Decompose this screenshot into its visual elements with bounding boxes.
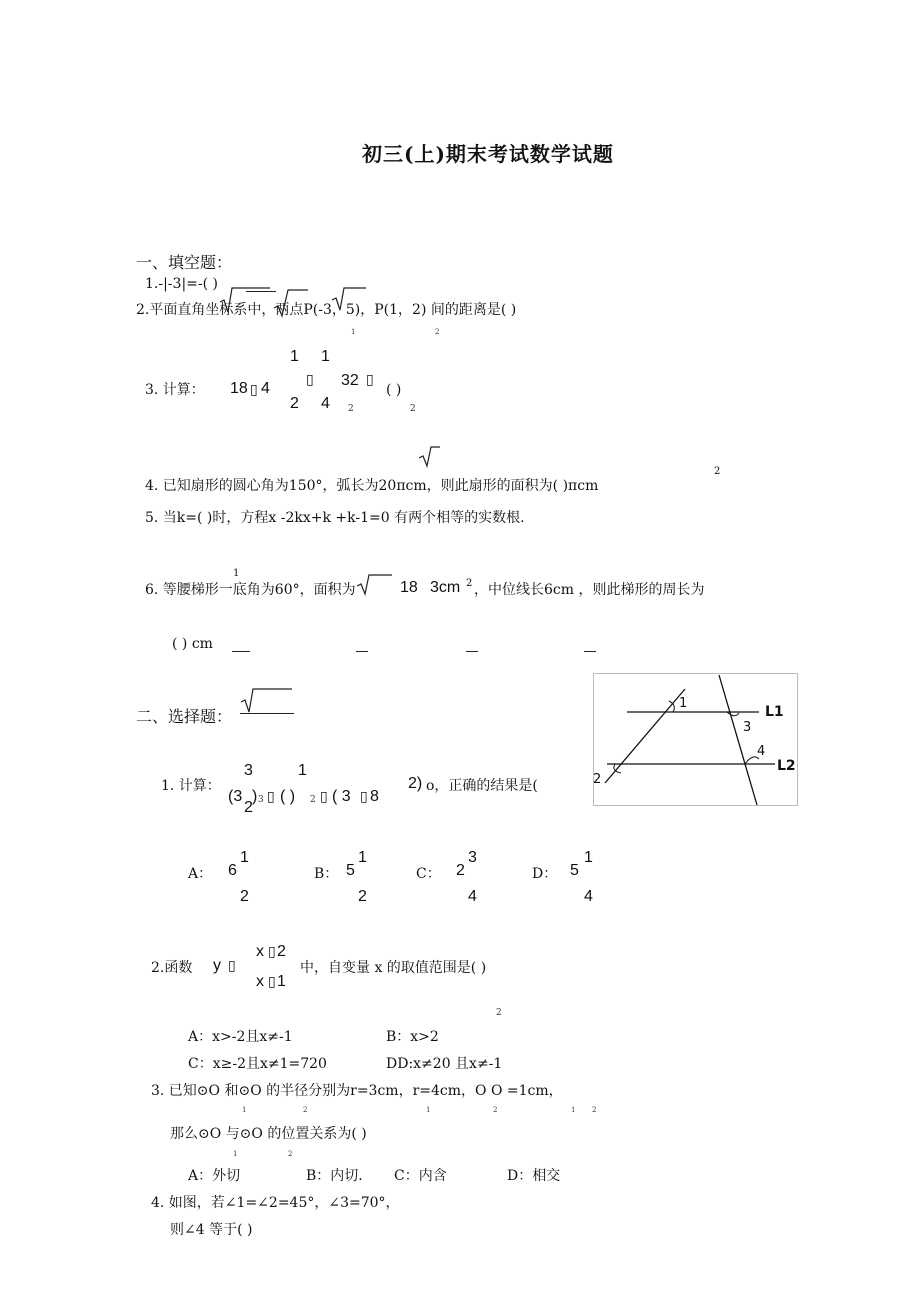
missing-glyph-icon: ▯ — [366, 372, 374, 388]
q2-2-den-const: 1 — [277, 973, 286, 990]
q2-2-num-const: 2 — [277, 943, 286, 960]
q3-c: 32 — [341, 372, 359, 389]
fraction-bar — [356, 651, 368, 652]
page-title: 初三(上)期末考试数学试题 — [362, 142, 614, 166]
option-whole: 5 — [346, 862, 355, 879]
q2-prefix: 2.平面直角坐标系中，两点P — [136, 302, 313, 318]
q3-frac1-num: 1 — [290, 348, 299, 365]
missing-glyph-icon: ▯ — [268, 974, 276, 990]
missing-glyph-icon: ▯ — [360, 789, 368, 805]
question-1-6 — [145, 582, 356, 598]
q6-paren: ( ) cm — [172, 636, 213, 652]
exponent: 2 — [310, 795, 316, 805]
option-num: 3 — [468, 849, 477, 866]
term-3: ( 3 — [332, 788, 351, 805]
missing-glyph-icon: ▯ — [268, 944, 276, 960]
blank-line — [232, 651, 250, 652]
q2-1-label: 1. 计算： — [161, 778, 221, 794]
subscript: 2 — [288, 1150, 293, 1158]
term-4: 2) — [408, 775, 423, 792]
q2-3-option-a[interactable]: A：外切 — [188, 1168, 241, 1184]
subscript: 1 — [351, 328, 356, 336]
question-1-1: 1.-|-3|=-( ) — [145, 276, 218, 292]
q3-frac2-den: 4 — [321, 395, 330, 412]
radical-sign-icon — [218, 286, 378, 318]
q3-label: 3. 计算： — [145, 382, 205, 398]
q6-prefix: 6. 等腰梯形一底角为60°，面积为 — [145, 582, 356, 598]
subscript: 2 — [592, 1106, 597, 1114]
subscript: 1 — [571, 1106, 576, 1114]
option-den: 4 — [584, 888, 593, 905]
radical-sign-icon — [418, 446, 442, 470]
frac-num: 3 — [244, 762, 253, 779]
q2-3-option-d[interactable]: D：相交 — [507, 1168, 561, 1184]
q3-a: 18 — [230, 380, 248, 397]
section-1-heading: 一、填空题： — [136, 253, 233, 272]
q2-suffix: (1，2) 间的距离是( ) — [383, 302, 517, 318]
subscript: 1 — [426, 1106, 431, 1114]
subscript: 2 — [435, 328, 440, 336]
q3-frac2-num: 1 — [321, 348, 330, 365]
fraction-bar — [584, 651, 596, 652]
q2-2-tail: 中，自变量 x 的取值范围是( ) — [300, 960, 487, 976]
option-den: 2 — [240, 888, 249, 905]
q3-paren: ( ) — [386, 382, 402, 398]
q2-1-tail: o，正确的结果是( — [426, 778, 538, 794]
transversal-left — [605, 689, 688, 783]
option-letter: B： — [314, 866, 339, 882]
subscript: 2 — [348, 404, 354, 414]
superscript: 2 — [496, 1008, 502, 1018]
missing-glyph-icon: ▯ — [267, 789, 275, 805]
angle-3-label: 3 — [743, 720, 752, 735]
term-1: (3 — [228, 788, 243, 805]
q2-2-y: y — [213, 957, 221, 974]
term-1-close: ) — [252, 788, 258, 805]
q2-2-option-b[interactable]: B：x>2 — [386, 1029, 439, 1045]
fraction-top: 1 — [233, 568, 240, 579]
missing-glyph-icon: ▯ — [306, 372, 314, 388]
q2-4-line1: 4. 如图，若∠1=∠2=45°，∠3=70°， — [151, 1195, 400, 1211]
q2-2-den: x — [256, 973, 264, 990]
exponent: 3 — [258, 795, 264, 805]
missing-glyph-icon: ▯ — [320, 789, 328, 805]
option-letter: C： — [416, 866, 441, 882]
subscript: 2 — [303, 1106, 308, 1114]
option-num: 1 — [240, 849, 249, 866]
subscript: 2 — [493, 1106, 498, 1114]
fraction-bar — [240, 713, 294, 714]
superscript: 2 — [466, 578, 473, 589]
q6-value: 18 — [400, 579, 418, 596]
missing-glyph-icon: ▯ — [250, 382, 258, 398]
q2-3-option-c[interactable]: C：内含 — [394, 1168, 447, 1184]
q3-b: 4 — [261, 380, 270, 397]
frac-num: 1 — [298, 762, 307, 779]
option-num: 1 — [358, 849, 367, 866]
q2-4-line2: 则∠4 等于( ) — [170, 1222, 253, 1238]
frac-den: 2 — [244, 799, 253, 816]
subscript: 1 — [242, 1106, 247, 1114]
transversal-right — [719, 675, 757, 805]
q2-2-option-d[interactable]: DD:x≠20 且x≠-1 — [386, 1056, 503, 1072]
term-2: ( ) — [280, 788, 296, 805]
parallel-lines-figure — [593, 673, 798, 806]
option-den: 4 — [468, 888, 477, 905]
q2-3-line2: 那么⊙O 与⊙O 的位置关系为( ) — [170, 1126, 367, 1142]
q6-suffix: ，中位线长6cm ，则此梯形的周长为 — [474, 582, 705, 598]
q3-frac1-den: 2 — [290, 395, 299, 412]
option-whole: 5 — [570, 862, 579, 879]
q6-unit: 3cm — [430, 579, 461, 596]
option-whole: 2 — [456, 862, 465, 879]
q2-3-option-b[interactable]: B：内切. — [306, 1168, 363, 1184]
section-2-heading: 二、选择题： — [136, 707, 233, 726]
q2-2-option-c[interactable]: C：x≥-2且x≠1=720 — [188, 1056, 327, 1072]
angle-4-label: 4 — [757, 744, 766, 759]
q2-3-line1: 3. 已知⊙O 和⊙O 的半径分别为r=3cm，r=4cm，O O =1cm， — [151, 1083, 563, 1099]
angle-2-label: 2 — [593, 772, 602, 787]
option-whole: 6 — [228, 862, 237, 879]
question-1-4: 4. 已知扇形的圆心角为150°，弧长为20πcm，则此扇形的面积为( )πcm — [145, 478, 599, 494]
angle-1-label: 1 — [679, 696, 688, 711]
q2-2-option-a[interactable]: A：x>-2且x≠-1 — [188, 1029, 293, 1045]
option-letter: D： — [532, 866, 558, 882]
superscript: 2 — [714, 466, 721, 477]
subscript: 1 — [233, 1150, 238, 1158]
label-l2: L2 — [777, 758, 796, 774]
radical-sign-icon — [240, 688, 296, 716]
term-3b: 8 — [370, 788, 379, 805]
option-den: 2 — [358, 888, 367, 905]
q2-2-label: 2.函数 — [151, 960, 193, 976]
q2-mid: (-3，5)，P — [312, 302, 384, 318]
q2-2-num: x — [256, 943, 264, 960]
option-num: 1 — [584, 849, 593, 866]
question-1-5: 5. 当k=( )时，方程x -2kx+k +k-1=0 有两个相等的实数根. — [145, 510, 525, 526]
radical-sign-icon — [356, 574, 396, 598]
option-letter: A： — [188, 866, 213, 882]
fraction-bar — [466, 651, 478, 652]
subscript: 2 — [410, 404, 416, 414]
label-l1: L1 — [765, 704, 784, 720]
missing-glyph-icon: ▯ — [228, 958, 236, 974]
